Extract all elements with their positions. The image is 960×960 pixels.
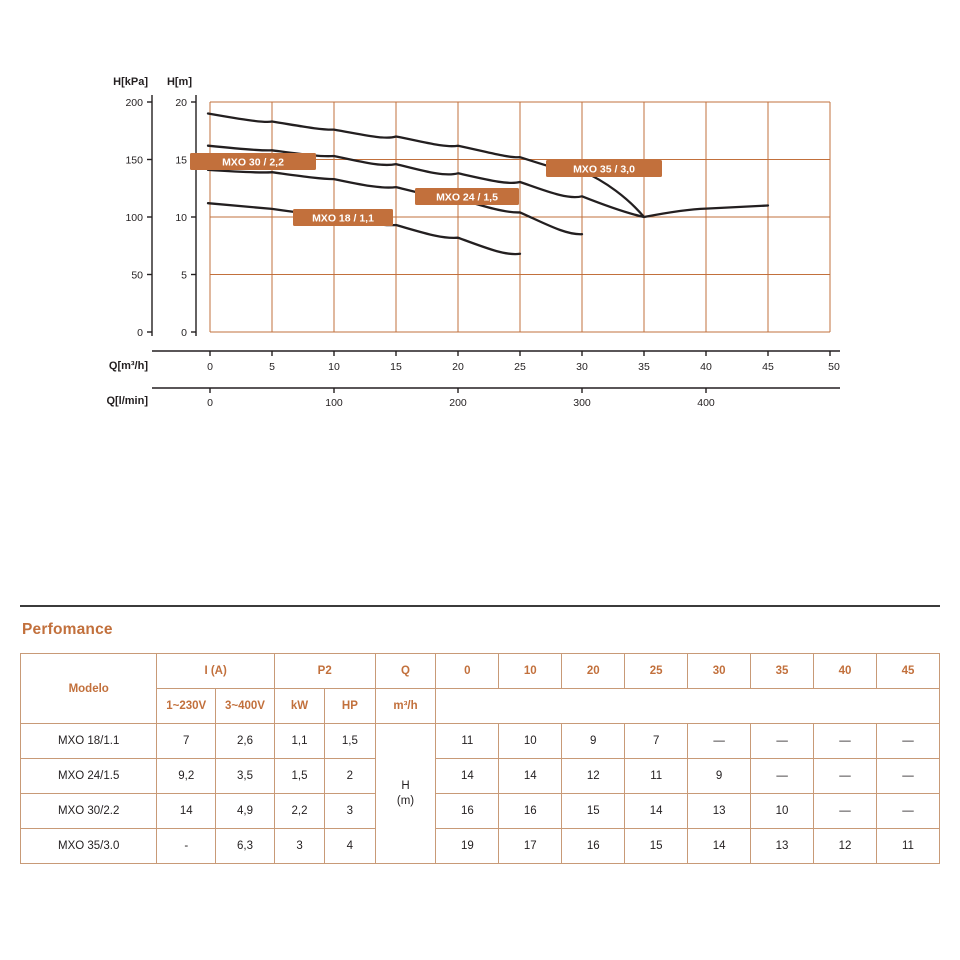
q-unit-m: (m) <box>396 794 415 807</box>
table-row <box>21 794 940 829</box>
row-i400-1: 2,6 <box>216 724 275 759</box>
performance-table <box>20 653 940 864</box>
row-head-3-5: 10 <box>751 794 814 829</box>
right-axis-title: H[m] <box>166 76 192 88</box>
table-header-row-2 <box>21 689 940 724</box>
row-kw-3: 2,2 <box>274 794 324 829</box>
row-hp-1: 1,5 <box>325 724 375 759</box>
row-i230-3: 14 <box>157 794 216 829</box>
x-axis-m3h <box>109 351 840 373</box>
header-flow-45: 45 <box>876 654 939 689</box>
row-head-4-1: 17 <box>499 829 562 864</box>
row-head-1-6: — <box>814 724 877 759</box>
curve-label-mxo-24 <box>415 188 519 205</box>
m-tick-20: 20 <box>175 97 187 109</box>
header-flow-20: 20 <box>562 654 625 689</box>
row-head-1-2: 9 <box>562 724 625 759</box>
row-head-2-0: 14 <box>436 759 499 794</box>
row-head-3-0: 16 <box>436 794 499 829</box>
row-head-2-6: — <box>814 759 877 794</box>
row-head-4-7: 11 <box>876 829 939 864</box>
x-tick-m3h-25: 25 <box>514 361 526 373</box>
section-divider <box>20 605 940 607</box>
curve-label-mxo-18-text: MXO 18 / 1,1 <box>312 212 374 225</box>
x-tick-lmin-100: 100 <box>325 397 343 409</box>
m-tick-10: 10 <box>175 212 187 224</box>
row-i230-4: - <box>157 829 216 864</box>
x-tick-lmin-400: 400 <box>697 397 715 409</box>
header-flow-10: 10 <box>499 654 562 689</box>
chart-svg <box>0 0 960 430</box>
header-flow-0: 0 <box>436 654 499 689</box>
row-head-1-7: — <box>876 724 939 759</box>
section-title: Perfomance <box>22 621 113 638</box>
x-tick-lmin-300: 300 <box>573 397 591 409</box>
x-tick-m3h-5: 5 <box>269 361 275 373</box>
row-head-3-4: 13 <box>688 794 751 829</box>
kpa-tick-0: 0 <box>137 327 143 339</box>
subheader-q-unit: m³/h <box>375 689 436 724</box>
row-head-1-3: 7 <box>625 724 688 759</box>
row-head-3-6: — <box>814 794 877 829</box>
row-i230-1: 7 <box>157 724 216 759</box>
row-model-3: MXO 30/2.2 <box>21 794 157 829</box>
row-head-2-1: 14 <box>499 759 562 794</box>
row-model-4: MXO 35/3.0 <box>21 829 157 864</box>
curve-label-mxo-35-text: MXO 35 / 3,0 <box>573 163 635 176</box>
row-head-3-1: 16 <box>499 794 562 829</box>
row-kw-2: 1,5 <box>274 759 324 794</box>
row-i400-3: 4,9 <box>216 794 275 829</box>
row-head-2-5: — <box>751 759 814 794</box>
m-tick-0: 0 <box>181 327 187 339</box>
x-tick-m3h-30: 30 <box>576 361 588 373</box>
row-kw-1: 1,1 <box>274 724 324 759</box>
x-tick-m3h-20: 20 <box>452 361 464 373</box>
subheader-230v: 1~230V <box>157 689 216 724</box>
subheader-400v: 3~400V <box>216 689 275 724</box>
row-head-4-3: 15 <box>625 829 688 864</box>
m-tick-5: 5 <box>181 269 187 282</box>
pump-curve-chart <box>0 0 960 430</box>
x-tick-m3h-0: 0 <box>207 361 213 373</box>
table-header-row-1 <box>21 654 940 689</box>
header-flow-40: 40 <box>814 654 877 689</box>
row-i400-4: 6,3 <box>216 829 275 864</box>
subheader-kw: kW <box>274 689 324 724</box>
row-head-1-1: 10 <box>499 724 562 759</box>
row-head-2-7: — <box>876 759 939 794</box>
x-tick-m3h-15: 15 <box>390 361 402 373</box>
row-head-4-5: 13 <box>751 829 814 864</box>
kpa-tick-150: 150 <box>125 154 143 167</box>
left-axis-m <box>167 76 196 339</box>
row-head-3-2: 15 <box>562 794 625 829</box>
row-head-4-6: 12 <box>814 829 877 864</box>
q-unit-cell <box>375 724 436 864</box>
kpa-tick-50: 50 <box>131 269 143 282</box>
header-q: Q <box>375 654 436 689</box>
curve-label-mxo-18 <box>293 209 393 226</box>
x-tick-m3h-45: 45 <box>762 361 774 373</box>
x-tick-lmin-200: 200 <box>449 397 467 409</box>
curve-label-mxo-24-text: MXO 24 / 1,5 <box>436 191 498 204</box>
kpa-tick-100: 100 <box>125 212 143 224</box>
table-row <box>21 759 940 794</box>
performance-section <box>20 605 940 864</box>
q-unit-h: H <box>401 780 410 793</box>
kpa-tick-200: 200 <box>125 97 143 109</box>
row-i230-2: 9,2 <box>157 759 216 794</box>
pump-curves <box>208 114 768 255</box>
x-tick-m3h-35: 35 <box>638 361 650 373</box>
row-head-1-5: — <box>751 724 814 759</box>
subheader-hp: HP <box>325 689 375 724</box>
table-row <box>21 724 940 759</box>
row-head-4-4: 14 <box>688 829 751 864</box>
row-head-1-0: 11 <box>436 724 499 759</box>
x-axis-lmin <box>106 388 840 409</box>
x-tick-m3h-50: 50 <box>828 361 840 373</box>
header-flow-35: 35 <box>751 654 814 689</box>
row-model-2: MXO 24/1.5 <box>21 759 157 794</box>
header-p2: P2 <box>274 654 375 689</box>
row-head-2-4: 9 <box>688 759 751 794</box>
curve-labels <box>190 153 662 226</box>
x-axis-title-m3h: Q[m³/h] <box>108 360 148 372</box>
row-head-2-2: 12 <box>562 759 625 794</box>
row-kw-4: 3 <box>274 829 324 864</box>
row-model-1: MXO 18/1.1 <box>21 724 157 759</box>
curve-label-mxo-30-text: MXO 30 / 2,2 <box>222 156 284 169</box>
header-modelo: Modelo <box>21 654 157 724</box>
row-hp-4: 4 <box>325 829 375 864</box>
subheader-spacer <box>436 689 940 724</box>
x-tick-m3h-10: 10 <box>328 361 340 373</box>
row-head-3-7: — <box>876 794 939 829</box>
header-flow-30: 30 <box>688 654 751 689</box>
row-i400-2: 3,5 <box>216 759 275 794</box>
x-tick-m3h-40: 40 <box>700 361 712 373</box>
curve-label-mxo-30 <box>190 153 316 170</box>
row-head-2-3: 11 <box>625 759 688 794</box>
header-flow-25: 25 <box>625 654 688 689</box>
x-axis-title-lmin: Q[l/min] <box>106 395 148 407</box>
row-hp-3: 3 <box>325 794 375 829</box>
row-head-1-4: — <box>688 724 751 759</box>
x-tick-lmin-0: 0 <box>207 397 213 409</box>
left-axis-kpa <box>113 76 152 339</box>
m-tick-15: 15 <box>175 154 187 167</box>
row-hp-2: 2 <box>325 759 375 794</box>
row-head-3-3: 14 <box>625 794 688 829</box>
table-row <box>21 829 940 864</box>
row-head-4-0: 19 <box>436 829 499 864</box>
curve-label-mxo-35 <box>546 160 662 177</box>
header-current: I (A) <box>157 654 274 689</box>
left-axis-title: H[kPa] <box>113 76 148 88</box>
row-head-4-2: 16 <box>562 829 625 864</box>
